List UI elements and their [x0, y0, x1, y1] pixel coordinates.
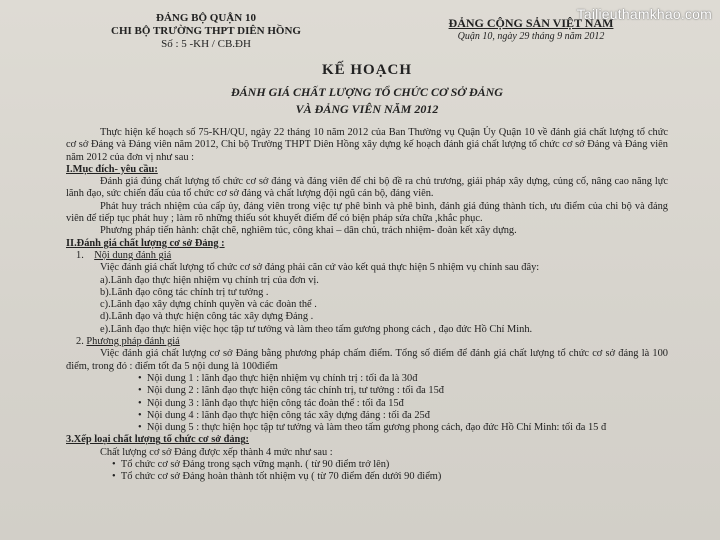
score-item: • Nội dung 1 : lãnh đạo thực hiện nhiệm vụ chính trị : tối đa là 30đ	[138, 372, 418, 384]
title-line1: KẾ HOẠCH	[321, 62, 413, 78]
task-item: d).Lãnh đạo và thực hiện công tác xây dựng Đảng .	[100, 311, 314, 323]
section-1-heading: I.Mục đích- yêu cầu:	[66, 163, 158, 175]
task-item: a).Lãnh đạo thực hiện nhiệm vụ chính trị của đơn vị.	[100, 274, 319, 286]
score-item-text: Nội dung 2 : lãnh đạo thực hiện công tác chính trị, tư tưởng : tối đa 15đ	[146, 385, 444, 397]
document-title	[66, 62, 668, 117]
document-header	[66, 8, 668, 58]
task-item: b).Lãnh đạo công tác chính trị tư tưởng .	[100, 286, 269, 298]
level-item: • Tổ chức cơ sở Đảng trong sạch vững mạnh. ( từ 90 điểm trở lên)	[112, 459, 390, 471]
section-2-heading: II.Đánh giá chất lượng cơ sở Đảng :	[66, 237, 225, 249]
header-left	[66, 12, 346, 51]
intro-paragraph: Thực hiện kế hoạch số 75-KH/QU, ngày 22 tháng 10 năm 2012 của Ban Thường vụ Quận Ủy Quận 10 về đánh giá chất lượng tổ chức cơ sở Đảng và Đảng viên năm 2012, Chi bộ Trường THPT Diên Hồng xây dựng kế hoạch đánh giá chất lượng tổ chức cơ sở Đảng và Đảng viên năm 2012 của đơn vị như sau :	[66, 127, 668, 163]
document-date: Quận 10, ngày 29 tháng 9 năm 2012	[457, 31, 605, 42]
score-item: • Nội dung 4 : lãnh đạo thực hiện công tác xây dựng đảng : tối đa 25đ	[138, 409, 430, 421]
party-cell: CHI BỘ TRƯỜNG THPT DIÊN HỒNG	[111, 25, 301, 37]
level-item-text: Tổ chức cơ sở Đảng hoàn thành tốt nhiệm vụ ( từ 70 điểm đến dưới 90 điểm)	[120, 471, 442, 483]
task-item: e).Lãnh đạo thực hiện việc học tập tư tưởng và làm theo tấm gương phong cách , đạo đức Hồ Chí Minh.	[100, 323, 533, 335]
section-1-paragraph-2: Phát huy trách nhiệm của cấp ủy, đảng viên trong việc tự phê bình và phê bình, đánh giá đúng thành tích, ưu điểm của chi bộ và đảng viên để tiếp tục phát huy ; làm rõ những thiếu sót khuyết điểm để có biện pháp sửa chữa ,khắc phục.	[66, 200, 668, 225]
header-right	[406, 16, 656, 44]
score-item-text: Nội dung 4 : lãnh đạo thực hiện công tác xây dựng đảng : tối đa 25đ	[146, 409, 430, 421]
watermark: Tailieuthamkhao.com	[576, 6, 712, 22]
level-item-text: Tổ chức cơ sở Đảng trong sạch vững mạnh. ( từ 90 điểm trở lên)	[120, 459, 390, 471]
section-1-paragraph-3: Phương pháp tiến hành: chặt chẽ, nghiêm túc, công khai – dân chủ, trách nhiệm- đoàn kết xây dựng.	[100, 225, 517, 237]
section-1-paragraph-1: Đánh giá đúng chất lượng tổ chức cơ sở đảng và đảng viên để chi bộ đề ra chủ trương, giải pháp xây dựng, củng cố, nâng cao năng lực lãnh đạo, sức chiến đấu của tổ chức cơ sở đảng và chất lượng đội ngũ cán bộ, đảng viên.	[66, 176, 668, 200]
subsection-2-paragraph: Việc đánh giá chất lượng cơ sở Đảng bằng phương pháp chấm điểm. Tổng số điểm để đánh giá chất lượng tổ chức cơ sở đảng là 100 điểm, trong đó : điểm tốt đa 5 nội dung là 100điểm	[66, 348, 668, 372]
score-item: • Nội dung 5 : thực hiện học tập tư tưởng và làm theo tấm gương phong cách, đạo đức Hồ Chí Minh: tối đa 15 đ	[138, 422, 607, 434]
score-item: • Nội dung 2 : lãnh đạo thực hiện công tác chính trị, tư tưởng : tối đa 15đ	[138, 385, 444, 397]
subsection-1-heading	[66, 250, 668, 262]
title-line2: ĐÁNH GIÁ CHẤT LƯỢNG TỔ CHỨC CƠ SỞ ĐẢNG	[231, 85, 503, 99]
document-body	[66, 127, 668, 484]
subsection-1-number: 1.	[76, 249, 84, 261]
subsection-2-heading	[66, 336, 668, 348]
level-item: • Tổ chức cơ sở Đảng hoàn thành tốt nhiệm vụ ( từ 70 điểm đến dưới 90 điểm)	[112, 471, 442, 483]
subsection-2-title: Phương pháp đánh giá	[86, 336, 180, 348]
title-line3: VÀ ĐẢNG VIÊN NĂM 2012	[295, 102, 439, 116]
score-item: • Nội dung 3 : lãnh đạo thực hiện công tác đoàn thể : tối đa 15đ	[138, 397, 404, 409]
score-item-text: Nội dung 5 : thực hiện học tập tư tưởng và làm theo tấm gương phong cách, đạo đức Hồ Chí Minh: tối đa 15 đ	[146, 422, 607, 434]
party-name: ĐẢNG CỘNG SẢN VIỆT NAM	[448, 16, 614, 30]
score-item-text: Nội dung 1 : lãnh đạo thực hiện nhiệm vụ chính trị : tối đa là 30đ	[146, 372, 418, 384]
subsection-1-paragraph: Việc đánh giá chất lượng tổ chức cơ sở đảng phải căn cứ vào kết quả thực hiện 5 nhiệm vụ chính sau đây:	[100, 262, 540, 274]
score-item-text: Nội dung 3 : lãnh đạo thực hiện công tác đoàn thể : tối đa 15đ	[146, 397, 404, 409]
subsection-1-title: Nội dung đánh giá	[94, 249, 172, 261]
subsection-3-heading: 3.Xếp loại chất lượng tổ chức cơ sở đảng:	[66, 434, 249, 446]
party-committee: ĐẢNG BỘ QUẬN 10	[156, 12, 256, 24]
document-number: Số : 5 -KH / CB.ĐH	[161, 38, 251, 50]
subsection-3-paragraph: Chất lượng cơ sở Đảng được xếp thành 4 mức như sau :	[100, 446, 333, 458]
subsection-2-number: 2.	[76, 336, 84, 348]
task-item: c).Lãnh đạo xây dựng chính quyền và các đoàn thể .	[100, 299, 317, 311]
